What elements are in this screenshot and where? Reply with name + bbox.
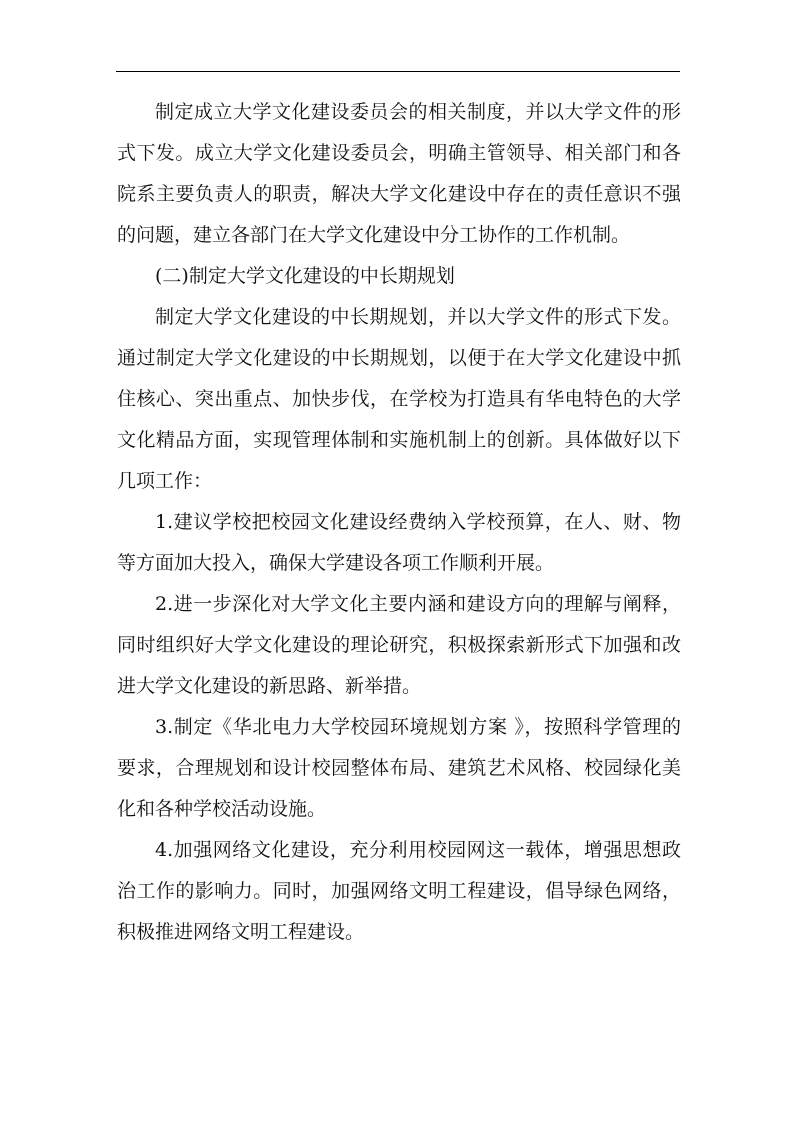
list-item-3-campus-plan: 3.制定《华北电力大学校园环境规划方案 》，按照科学管理的要求，合理规划和设计校园整体布局、建筑艺术风格、校园绿化美化和各种学校活动设施。: [117, 716, 681, 820]
list-item-1-budget: 1.建议学校把校园文化建设经费纳入学校预算，在人、财、物等方面加大投入，确保大学建设各项工作顺利开展。: [117, 511, 681, 574]
paragraph-long-term-plan: 制定大学文化建设的中长期规划，并以大学文件的形式下发。通过制定大学文化建设的中长期规划，以便于在大学文化建设中抓住核心、突出重点、加快步伐，在学校为打造具有华电特色的大学文化精品方面，实现管理体制和实施机制上的创新。具体做好以下几项工作：: [117, 306, 681, 492]
document-body: [117, 92, 681, 953]
section-heading-long-term-plan: (二)制定大学文化建设的中长期规划: [155, 265, 455, 287]
list-item-4-network-culture: 4.加强网络文化建设，充分利用校园网这一载体，增强思想政治工作的影响力。同时，加强网络文明工程建设，倡导绿色网络，积极推进网络文明工程建设。: [117, 839, 681, 943]
header-rule: [116, 71, 680, 72]
list-item-2-theory-research: 2.进一步深化对大学文化主要内涵和建设方向的理解与阐释，同时组织好大学文化建设的理论研究，积极探索新形式下加强和改进大学文化建设的新思路、新举措。: [117, 593, 681, 697]
paragraph-committee-system: 制定成立大学文化建设委员会的相关制度，并以大学文件的形式下发。成立大学文化建设委员会，明确主管领导、相关部门和各院系主要负责人的职责，解决大学文化建设中存在的责任意识不强的问题，建立各部门在大学文化建设中分工协作的工作机制。: [117, 101, 681, 246]
